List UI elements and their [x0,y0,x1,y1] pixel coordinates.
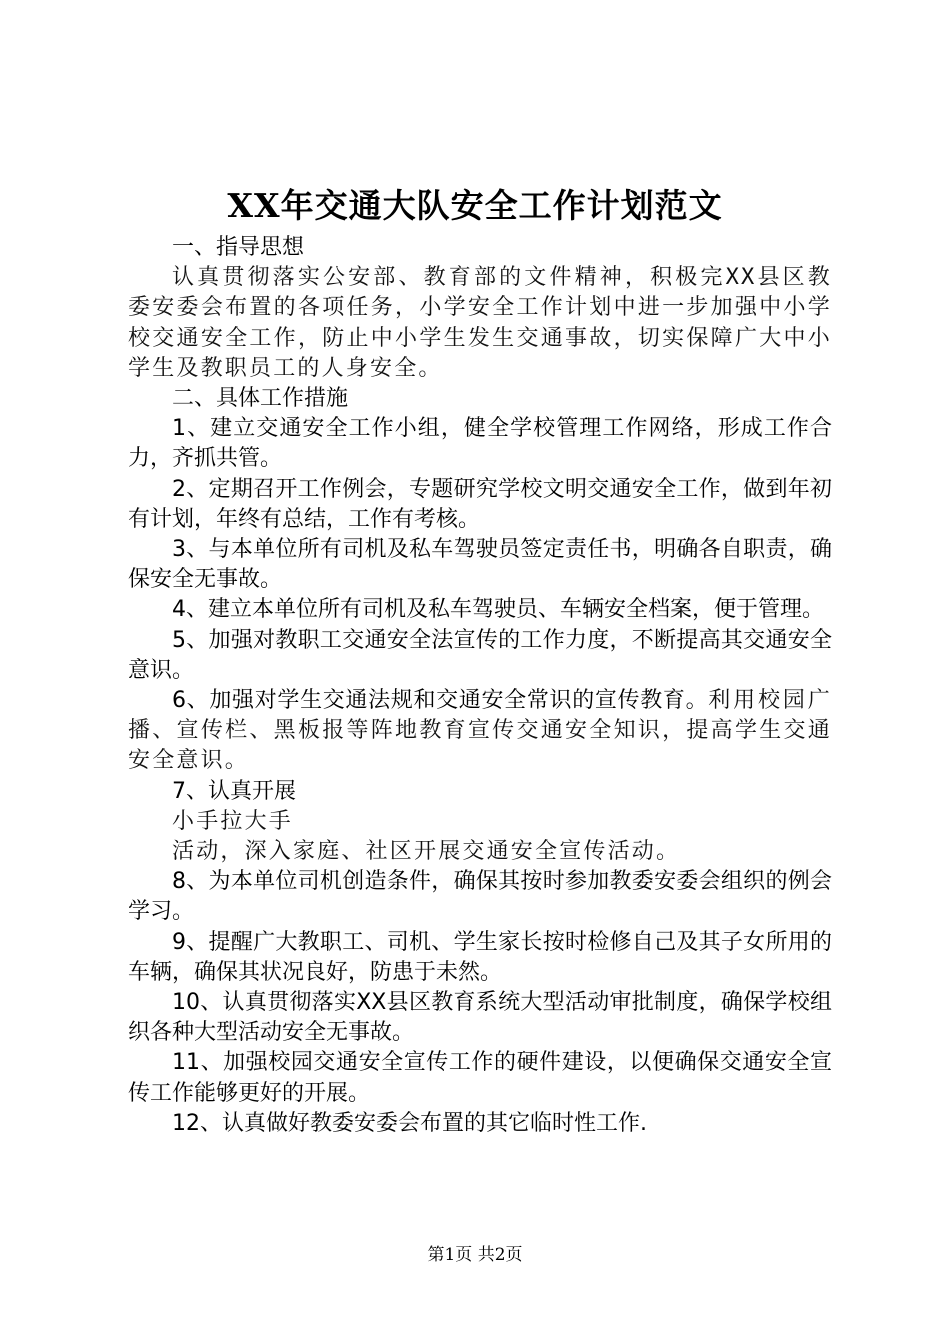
document-title: XX年交通大队安全工作计划范文 [227,186,723,225]
list-item-10: 10、认真贯彻落实XX县区教育系统大型活动审批制度，确保学校组织各种大型活动安全无事故。 [128,990,832,1046]
list-item-6-lead: 6、加强对学生交通法规和交通安全常识的宣传教育。 [172,688,709,714]
list-item-7: 7、认真开展 [172,778,296,804]
document-body [128,233,832,1139]
list-item-7-quote: 小手拉大手 [172,808,294,834]
list-item-3: 3、与本单位所有司机及私车驾驶员签定责任书，明确各自职责，确保安全无事故。 [128,537,832,593]
list-item-1: 1、建立交通安全工作小组，健全学校管理工作网络，形成工作合力，齐抓共管。 [128,416,832,472]
list-item-4: 4、建立本单位所有司机及私车驾驶员、车辆安全档案，便于管理。 [172,597,824,623]
section1-heading: 一、指导思想 [172,235,305,260]
list-item-9: 9、提醒广大教职工、司机、学生家长按时检修自己及其子女所用的车辆，确保其状况良好，防患于未然。 [128,929,832,985]
list-item-8: 8、为本单位司机创造条件，确保其按时参加教委安委会组织的例会学习。 [128,869,832,925]
section2-heading: 二、具体工作措施 [172,386,349,412]
page-footer: 第1页 共2页 [427,1245,523,1265]
list-item-6 [128,686,832,777]
list-item-2: 2、定期召开工作例会，专题研究学校文明交通安全工作，做到年初有计划，年终有总结，工作有考核。 [128,476,832,532]
section1-text: 认真贯彻落实公安部、教育部的文件精神，积极完XX县区教委安委会布置的各项任务，小学安全工作计划中进一步加强中小学校交通安全工作，防止中小学生发生交通事故，切实保障广大中小学生及教职员工的人身安全。 [128,265,832,381]
list-item-5: 5、加强对教职工交通安全法宣传的工作力度，不断提高其交通安全意识。 [128,627,832,683]
list-item-11: 11、加强校园交通安全宣传工作的硬件建设，以便确保交通安全宣传工作能够更好的开展。 [128,1050,832,1106]
list-item-7-rest: 活动，深入家庭、社区开展交通安全宣传活动。 [172,839,681,865]
list-item-12: 12、认真做好教委安委会布置的其它临时性工作. [172,1110,647,1136]
list-item-6-rest: 利用校园广播、宣传栏、黑板报等阵地教育宣传交通安全知识，提高学生交通安全意识。 [128,688,832,774]
